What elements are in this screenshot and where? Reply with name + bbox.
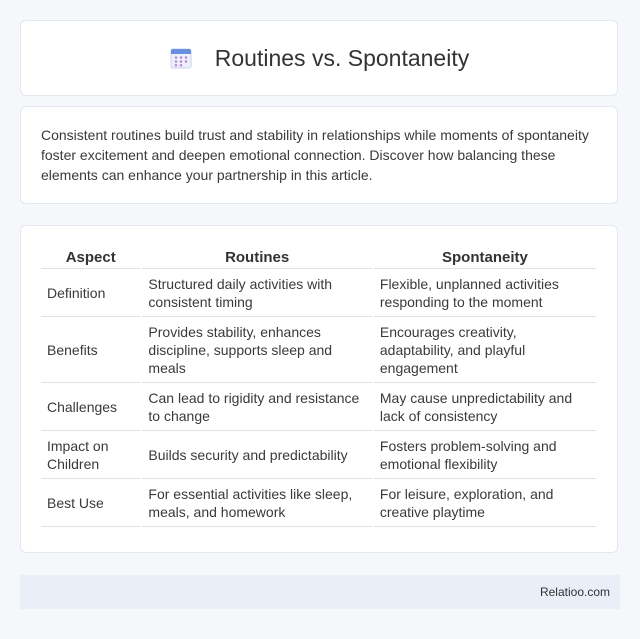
footer-brand[interactable]: Relatioo.com [539, 585, 610, 599]
table-header-row [41, 246, 596, 269]
intro-text: Consistent routines build trust and stability in relationships while moments of spontaneity foster excitement and deepen emotional connection. Discover how balancing these elements can enhance your partnership in this article. [41, 127, 589, 183]
column-header-routines: Routines [142, 246, 371, 269]
table-cell-spontaneity: For leisure, exploration, and creative playtime [374, 479, 596, 527]
table-row [41, 317, 596, 383]
table-row [41, 431, 596, 479]
table-cell-aspect: Impact on Children [41, 431, 140, 479]
table-cell-aspect: Best Use [41, 479, 140, 527]
table-cell-routines: Provides stability, enhances discipline, supports sleep and meals [142, 317, 371, 383]
table-cell-aspect: Definition [41, 269, 140, 317]
table-cell-spontaneity: Fosters problem-solving and emotional flexibility [374, 431, 596, 479]
footer [20, 575, 620, 609]
title-card [20, 20, 618, 96]
table-cell-routines: For essential activities like sleep, meals, and homework [142, 479, 371, 527]
table-cell-spontaneity: Flexible, unplanned activities responding to the moment [374, 269, 596, 317]
page-title [169, 45, 469, 72]
table-cell-spontaneity: May cause unpredictability and lack of consistency [374, 383, 596, 431]
column-header-aspect: Aspect [41, 246, 140, 269]
table-row [41, 269, 596, 317]
table-row [41, 383, 596, 431]
table-cell-aspect: Benefits [41, 317, 140, 383]
table-cell-routines: Structured daily activities with consistent timing [142, 269, 371, 317]
intro-card [20, 106, 618, 204]
title-text: Routines vs. Spontaneity [214, 44, 470, 71]
table-cell-aspect: Challenges [41, 383, 140, 431]
table-cell-routines: Can lead to rigidity and resistance to change [142, 383, 371, 431]
comparison-table [39, 246, 598, 527]
table-cell-routines: Builds security and predictability [142, 431, 371, 479]
table-row [41, 479, 596, 527]
calendar-icon [169, 46, 193, 70]
column-header-spontaneity: Spontaneity [374, 246, 596, 269]
table-cell-spontaneity: Encourages creativity, adaptability, and playful engagement [374, 317, 596, 383]
comparison-table-card [20, 225, 618, 553]
